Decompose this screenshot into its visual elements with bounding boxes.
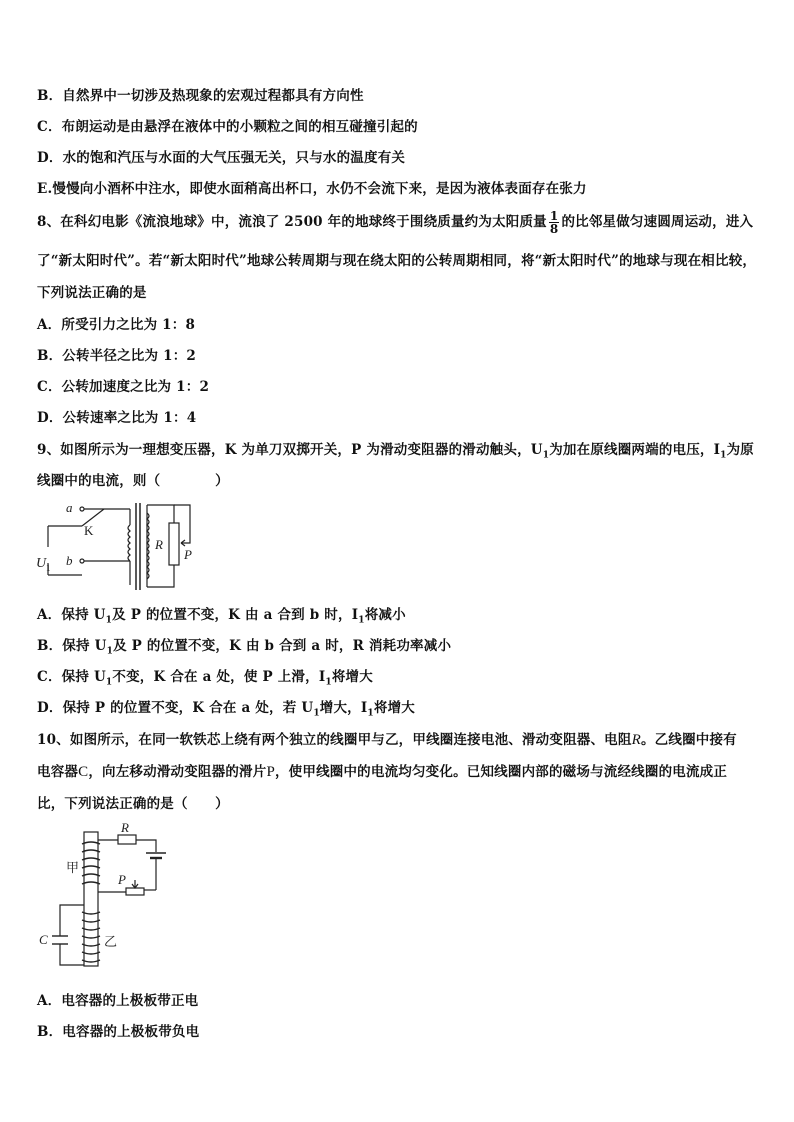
q9-option-a <box>37 603 406 626</box>
q9-fig-label-r: R <box>155 537 163 552</box>
q9-a-pre: A．保持 U <box>37 607 106 623</box>
q8-frac-num: 1 <box>549 209 559 223</box>
q9-d-sub: 1 <box>313 708 320 719</box>
q7-option-b: B．自然界中一切涉及热现象的宏观过程都具有方向性 <box>37 88 364 104</box>
q9-c-post: 将增大 <box>331 669 373 685</box>
q9-option-b <box>37 634 451 657</box>
q8-fraction <box>549 210 560 235</box>
q10-line1-r: R <box>631 732 641 748</box>
q9-stem-line1 <box>37 438 754 461</box>
q10-stem-line3: 比，下列说法正确的是（ ） <box>37 796 229 812</box>
q9-fig-label-u-sub: 1 <box>46 563 51 573</box>
q9-c-sub2: 1 <box>325 677 332 688</box>
q8-option-a: A．所受引力之比为 1：8 <box>37 317 196 333</box>
q10-fig-label-jia: 甲 <box>66 861 80 876</box>
q10-fig-label-r: R <box>121 820 129 835</box>
q9-stem-part2: 为加在原线圈两端的电压，I <box>549 442 721 458</box>
q7-option-c: C．布朗运动是由悬浮在液体中的小颗粒之间的相互碰撞引起的 <box>37 119 418 135</box>
q9-a-mid: 及 P 的位置不变，K 由 a 合到 b 时，I <box>112 607 359 623</box>
q10-line2-pre: 电容器 <box>37 764 79 780</box>
q8-stem-part1: 8、在科幻电影《流浪地球》中，流浪了 2500 年的地球终于围绕质量约为太阳质量 <box>37 214 547 230</box>
q9-sub1: 1 <box>542 450 550 461</box>
q8-option-b: B．公转半径之比为 1：2 <box>37 348 196 364</box>
q8-stem-line2: 了“新太阳时代”。若“新太阳时代”地球公转周期与现在绕太阳的公转周期相同，将“新太阳时代”的地球与现在相比较， <box>37 253 757 269</box>
q8-stem-line3: 下列说法正确的是 <box>37 285 147 301</box>
q7-option-d: D．水的饱和汽压与水面的大气压强无关，只与水的温度有关 <box>37 150 406 166</box>
q9-b-post: 及 P 的位置不变，K 由 b 合到 a 时，R 消耗功率减小 <box>113 638 452 654</box>
q8-frac-den: 8 <box>549 222 559 236</box>
q10-option-b: B．电容器的上极板带负电 <box>37 1024 200 1040</box>
q10-option-a: A．电容器的上极板带正电 <box>37 993 199 1009</box>
q9-sub2: 1 <box>720 450 727 461</box>
q9-stem-part3: 为原 <box>726 442 755 458</box>
q9-transformer-diagram <box>34 495 204 595</box>
q9-c-pre: C．保持 U <box>37 669 106 685</box>
q9-a-post: 将减小 <box>364 607 406 623</box>
q9-b-sub: 1 <box>106 646 114 657</box>
q9-c-sub: 1 <box>105 677 113 688</box>
q10-fig-label-p: P <box>118 872 126 887</box>
q9-d-post: 将增大 <box>373 700 415 716</box>
q10-line1-post: 。乙线圈中接有 <box>640 732 737 748</box>
q9-d-mid: 增大，I <box>319 700 368 716</box>
q10-stem-line2 <box>37 760 727 781</box>
q10-coil-diagram <box>36 820 186 970</box>
q9-fig-label-k: K <box>84 523 94 538</box>
q10-fig-label-c: C <box>39 932 48 947</box>
q10-line2-mid: ，向左移动滑动变阻器的滑片 <box>88 764 267 780</box>
q9-d-sub2: 1 <box>367 708 374 719</box>
q10-fig-label-yi: 乙 <box>104 935 118 950</box>
q8-option-c: C．公转加速度之比为 1：2 <box>37 379 210 395</box>
q9-fig-label-b: b <box>66 553 73 568</box>
q9-stem-part1: 9、如图所示为一理想变压器，K 为单刀双掷开关，P 为滑动变阻器的滑动触头，U <box>37 442 543 458</box>
q9-a-sub2: 1 <box>358 615 365 626</box>
q9-b-pre: B．保持 U <box>37 638 107 654</box>
q9-fig-label-u: U <box>36 556 47 571</box>
q8-stem-line1 <box>37 210 753 235</box>
q9-fig-label-a: a <box>66 500 73 515</box>
q7-option-e: E.慢慢向小酒杯中注水，即使水面稍高出杯口，水仍不会流下来，是因为液体表面存在张力 <box>37 181 587 197</box>
q8-option-d: D．公转速率之比为 1：4 <box>37 410 197 426</box>
q10-line2-post: ，使甲线圈中的电流均匀变化。已知线圈内部的磁场与流经线圈的电流成正 <box>274 764 728 780</box>
q10-line2-p: P <box>266 764 275 780</box>
q9-option-d <box>37 696 415 719</box>
q9-c-mid: 不变，K 合在 a 处，使 P 上滑，I <box>112 669 326 685</box>
q9-fig-label-p: P <box>184 547 192 562</box>
q10-line1-pre: 10、如图所示，在同一软铁芯上绕有两个独立的线圈甲与乙，甲线圈连接电池、滑动变阻器、电阻 <box>37 732 632 748</box>
q8-stem-part2: 的比邻星做匀速圆周运动，进入 <box>561 214 754 230</box>
q10-line2-c: C <box>78 764 89 780</box>
q9-a-sub: 1 <box>105 615 113 626</box>
q10-stem-line1 <box>37 728 737 749</box>
q9-d-pre: D．保持 P 的位置不变，K 合在 a 处，若 U <box>37 700 314 716</box>
q9-option-c <box>37 665 373 688</box>
q9-stem-line2: 线圈中的电流，则（ ） <box>37 473 229 489</box>
